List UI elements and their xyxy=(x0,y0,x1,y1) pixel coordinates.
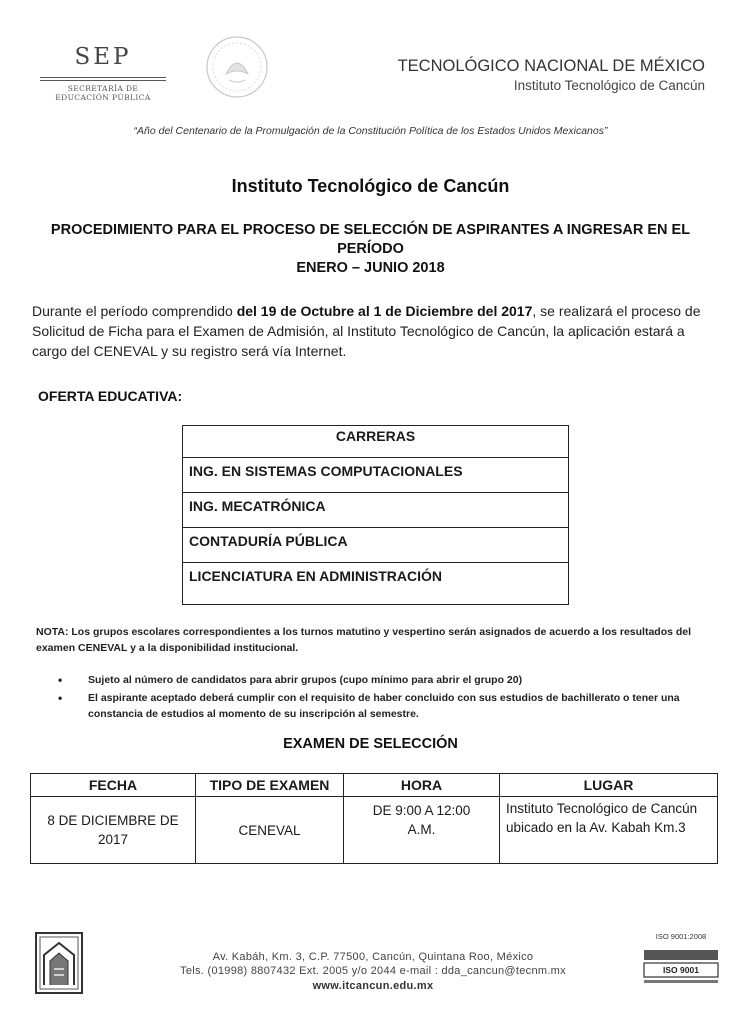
iso-standard-label: ISO 9001:2008 xyxy=(655,932,707,941)
intro-paragraph xyxy=(32,301,712,361)
intro-text: , se realizará el proceso de Solicitud de Ficha para el Examen de Admisión, al Instituto Tecnológico de Cancún, la aplicación estará a cargo del CENEVAL y su registro será vía Internet. xyxy=(32,303,701,359)
table-header-row xyxy=(31,774,718,797)
list-item: • El aspirante aceptado deberá cumplir con el requisito de haber concluido con sus estudios de bachillerato o tener una constancia de estudios al momento de su inscripción al semestre. xyxy=(58,690,718,722)
procedure-heading xyxy=(30,221,711,278)
career-name: ING. EN SISTEMAS COMPUTACIONALES xyxy=(189,463,463,479)
institute-heading: Instituto Tecnológico de Cancún xyxy=(231,176,510,196)
career-name: CONTADURÍA PÚBLICA xyxy=(189,533,348,549)
sep-logo-subtitle xyxy=(40,84,166,102)
exam-table xyxy=(30,773,718,864)
careers-table-header: CARRERAS xyxy=(335,428,416,444)
column-header-fecha: FECHA xyxy=(31,774,196,797)
sep-subtitle-line: SECRETARÍA DE xyxy=(67,84,139,93)
career-name: LICENCIATURA EN ADMINISTRACIÓN xyxy=(189,568,443,584)
footer-address: Av. Kabáh, Km. 3, C.P. 77500, Cancún, Quintana Roo, México xyxy=(212,951,534,963)
exam-section-heading: EXAMEN DE SELECCIÓN xyxy=(283,736,458,752)
procedure-heading-line: PROCEDIMIENTO PARA EL PROCESO DE SELECCIÓN DE ASPIRANTES A INGRESAR EN EL xyxy=(50,222,691,238)
sep-logo-rule xyxy=(40,77,166,78)
table-row xyxy=(31,797,718,864)
itcancun-logo-icon xyxy=(34,931,84,995)
tecnm-subtitle: Instituto Tecnológico de Cancún xyxy=(513,78,705,93)
tecnm-title: TECNOLÓGICO NACIONAL DE MÉXICO xyxy=(397,57,705,75)
centenary-motto: “Año del Centenario de la Promulgación de la Constitución Política de los Estados Unidos Mexicanos” xyxy=(133,125,608,137)
intro-date-range: del 19 de Octubre al 1 de Diciembre del 2017 xyxy=(236,303,533,319)
list-item: • Sujeto al número de candidatos para abrir grupos (cupo mínimo para abrir el grupo 20) xyxy=(58,672,718,688)
careers-table xyxy=(182,425,569,605)
sep-logo-rule xyxy=(40,80,166,81)
procedure-heading-period: ENERO – JUNIO 2018 xyxy=(296,260,445,276)
career-row xyxy=(183,527,568,562)
footer-contact: Tels. (01998) 8807432 Ext. 2005 y/o 2044 e-mail : dda_cancun@tecnm.mx xyxy=(180,965,566,977)
career-row xyxy=(183,457,568,492)
column-header-hora: HORA xyxy=(344,774,500,797)
exam-time: DE 9:00 A 12:00 A.M. xyxy=(344,797,500,864)
career-row xyxy=(183,562,568,604)
intro-text: Durante el período comprendido xyxy=(32,303,237,319)
note-paragraph: NOTA: Los grupos escolares correspondientes a los turnos matutino y vespertino serán asignados de acuerdo a los resultados del examen CENEVAL y a la disponibilidad institucional. xyxy=(36,626,692,654)
column-header-lugar: LUGAR xyxy=(500,774,718,797)
mexico-seal-icon xyxy=(196,34,278,100)
iso-9001-badge xyxy=(640,932,722,992)
exam-date: 8 DE DICIEMBRE DE 2017 xyxy=(31,797,196,864)
career-name: ING. MECATRÓNICA xyxy=(189,498,326,514)
exam-location: Instituto Tecnológico de Cancún ubicado en la Av. Kabah Km.3 xyxy=(500,797,718,864)
footer-website-link[interactable]: www.itcancun.edu.mx xyxy=(312,980,434,992)
iso-badge-label: ISO 9001 xyxy=(663,965,699,975)
column-header-tipo: TIPO DE EXAMEN xyxy=(196,774,344,797)
sep-logo-wordmark: SEP xyxy=(74,44,132,70)
oferta-educativa-label: OFERTA EDUCATIVA: xyxy=(38,388,183,404)
exam-type: CENEVAL xyxy=(196,797,344,864)
requirements-list xyxy=(58,672,718,724)
career-row xyxy=(183,492,568,527)
procedure-heading-line: PERÍODO xyxy=(337,241,404,257)
sep-subtitle-line: EDUCACIÓN PÚBLICA xyxy=(55,93,151,102)
